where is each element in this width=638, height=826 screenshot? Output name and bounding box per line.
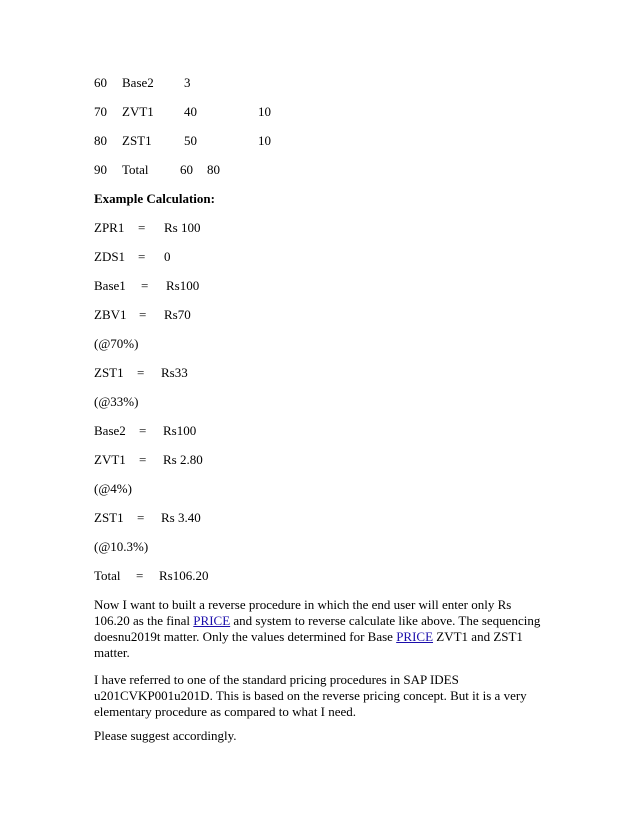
from-cell: 3 [184, 75, 191, 90]
price-link[interactable]: PRICE [396, 629, 434, 644]
calc-equals: = [139, 423, 147, 438]
step-cell: 90 [94, 162, 107, 177]
rate-note: (@70%) [94, 336, 139, 351]
body-paragraph [94, 597, 544, 661]
calc-label: ZBV1 [94, 307, 127, 322]
calc-equals: = [138, 249, 146, 264]
paragraph-text: and system to reverse calculate like above. The sequencing doesnu2019t matter. Only the values determined for Base [94, 613, 541, 644]
price-link[interactable]: PRICE [193, 613, 231, 628]
calc-equals: = [141, 278, 149, 293]
condition-cell: ZST1 [122, 133, 152, 148]
step-cell: 80 [94, 133, 107, 148]
calc-equals: = [139, 452, 147, 467]
calc-value: Rs 100 [164, 220, 201, 235]
from-cell: 50 [184, 133, 197, 148]
calc-equals: = [138, 220, 146, 235]
calc-value: Rs 3.40 [161, 510, 201, 525]
calc-value: 0 [164, 249, 171, 264]
calc-equals: = [137, 510, 145, 525]
calc-value: Rs70 [164, 307, 191, 322]
paragraph-text: Now I want to built a reverse procedure in which the end user will enter only Rs 106.20 as the final [94, 597, 512, 628]
condition-cell: Base2 [122, 75, 154, 90]
condition-cell: ZVT1 [122, 104, 154, 119]
from-cell: 60 [180, 162, 193, 177]
rate-note: (@4%) [94, 481, 132, 496]
step-cell: 60 [94, 75, 107, 90]
calc-label: Total [94, 568, 121, 583]
calc-equals: = [136, 568, 144, 583]
calc-equals: = [139, 307, 147, 322]
from-cell: 40 [184, 104, 197, 119]
example-heading: Example Calculation: [94, 191, 215, 206]
step-cell: 70 [94, 104, 107, 119]
body-paragraph: Please suggest accordingly. [94, 728, 237, 743]
calc-equals: = [137, 365, 145, 380]
calc-value: Rs100 [166, 278, 200, 293]
rate-note: (@10.3%) [94, 539, 149, 554]
calc-value: Rs100 [163, 423, 197, 438]
rate-note: (@33%) [94, 394, 139, 409]
extra-cell: 10 [258, 104, 271, 119]
extra-cell: 10 [258, 133, 271, 148]
calc-value: Rs33 [161, 365, 188, 380]
calc-label: ZDS1 [94, 249, 126, 264]
condition-cell: Total [122, 162, 149, 177]
calc-label: ZVT1 [94, 452, 126, 467]
calc-value: Rs 2.80 [163, 452, 203, 467]
calc-label: ZST1 [94, 510, 124, 525]
to-cell: 80 [207, 162, 220, 177]
paragraph-text: ZVT1 and ZST1 matter. [94, 629, 523, 660]
calc-label: ZST1 [94, 365, 124, 380]
calc-label: Base1 [94, 278, 126, 293]
body-paragraph: I have referred to one of the standard pricing procedures in SAP IDES u201CVKP001u201D. This is based on the reverse pricing concept. But it is a very elementary procedure as compared to what I need. [94, 672, 527, 719]
calc-label: ZPR1 [94, 220, 125, 235]
calc-label: Base2 [94, 423, 126, 438]
calc-value: Rs106.20 [159, 568, 209, 583]
